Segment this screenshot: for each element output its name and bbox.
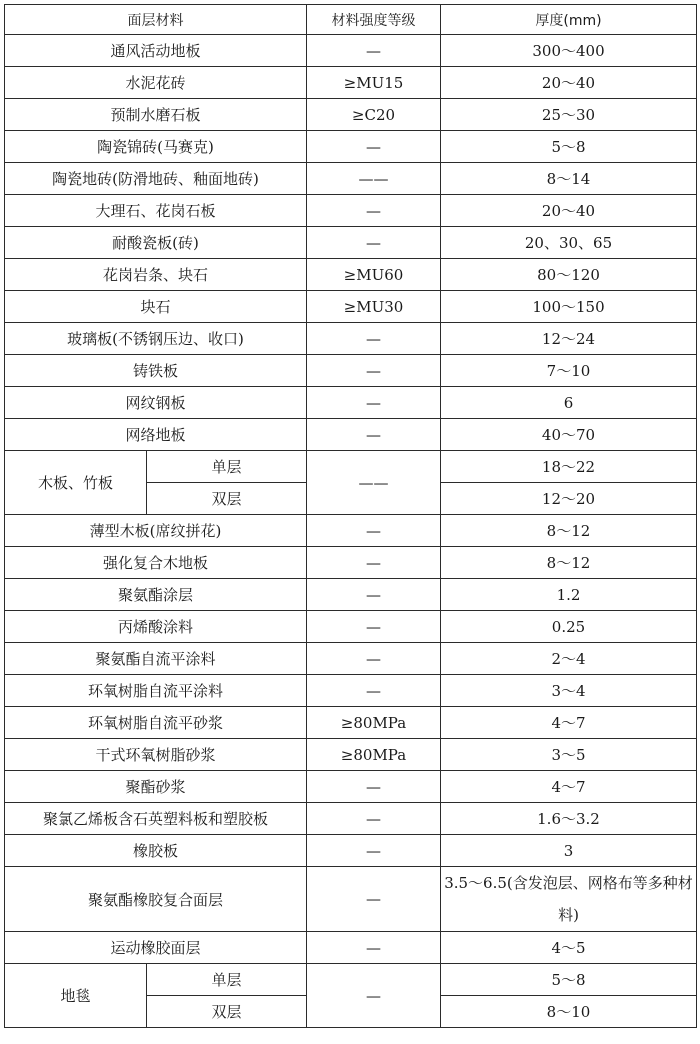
material-name-cell: 聚氨酯橡胶复合面层: [5, 867, 307, 932]
thickness-cell: 3～5: [441, 739, 697, 771]
material-name-cell: 水泥花砖: [5, 67, 307, 99]
strength-grade-cell: —: [307, 964, 441, 1028]
strength-grade-cell: —: [307, 867, 441, 932]
table-header-row: [5, 5, 697, 35]
strength-grade-cell: —: [307, 547, 441, 579]
material-name-cell: 陶瓷锦砖(马赛克): [5, 131, 307, 163]
strength-grade-cell: —: [307, 35, 441, 67]
material-name-cell: 丙烯酸涂料: [5, 611, 307, 643]
thickness-cell: 12～20: [441, 483, 697, 515]
floor-surface-material-table: [4, 4, 697, 1028]
thickness-cell: 4～7: [441, 771, 697, 803]
table-row: [5, 451, 697, 483]
thickness-cell: 300～400: [441, 35, 697, 67]
table-row: [5, 611, 697, 643]
thickness-cell: 8～10: [441, 996, 697, 1028]
strength-grade-cell: —: [307, 515, 441, 547]
strength-grade-cell: —: [307, 675, 441, 707]
table-row: [5, 771, 697, 803]
strength-grade-cell: —: [307, 611, 441, 643]
thickness-cell: 0.25: [441, 611, 697, 643]
strength-grade-cell: —: [307, 227, 441, 259]
table-row: [5, 163, 697, 195]
strength-grade-cell: ≥80MPa: [307, 707, 441, 739]
material-name-cell: 橡胶板: [5, 835, 307, 867]
strength-grade-cell: —: [307, 323, 441, 355]
thickness-cell: 1.6～3.2: [441, 803, 697, 835]
strength-grade-cell: ≥80MPa: [307, 739, 441, 771]
thickness-cell: 25～30: [441, 99, 697, 131]
material-name-cell: 强化复合木地板: [5, 547, 307, 579]
strength-grade-cell: —: [307, 387, 441, 419]
material-name-cell: 薄型木板(席纹拼花): [5, 515, 307, 547]
thickness-cell: 12～24: [441, 323, 697, 355]
strength-grade-cell: —: [307, 579, 441, 611]
material-name-cell: 干式环氧树脂砂浆: [5, 739, 307, 771]
thickness-cell: 18～22: [441, 451, 697, 483]
layer-cell: 双层: [147, 996, 307, 1028]
table-row: [5, 227, 697, 259]
strength-grade-cell: —: [307, 771, 441, 803]
material-name-cell: 玻璃板(不锈钢压边、收口): [5, 323, 307, 355]
header-strength-grade: 材料强度等级: [307, 5, 441, 35]
material-name-cell: 地毯: [5, 964, 147, 1028]
material-name-cell: 块石: [5, 291, 307, 323]
material-name-cell: 网络地板: [5, 419, 307, 451]
layer-cell: 单层: [147, 451, 307, 483]
layer-cell: 双层: [147, 483, 307, 515]
table-row: [5, 547, 697, 579]
strength-grade-cell: ≥C20: [307, 99, 441, 131]
thickness-cell: 3: [441, 835, 697, 867]
table-row: [5, 259, 697, 291]
strength-grade-cell: —: [307, 932, 441, 964]
table-row: [5, 964, 697, 996]
material-name-cell: 聚氨酯涂层: [5, 579, 307, 611]
material-name-cell: 聚氯乙烯板含石英塑料板和塑胶板: [5, 803, 307, 835]
table-row: [5, 707, 697, 739]
thickness-cell: 20～40: [441, 67, 697, 99]
strength-grade-cell: —: [307, 835, 441, 867]
material-name-cell: 环氧树脂自流平涂料: [5, 675, 307, 707]
thickness-cell: 3.5～6.5(含发泡层、网格布等多种材料): [441, 867, 697, 932]
strength-grade-cell: ——: [307, 163, 441, 195]
strength-grade-cell: —: [307, 643, 441, 675]
thickness-cell: 100～150: [441, 291, 697, 323]
strength-grade-cell: ≥MU15: [307, 67, 441, 99]
thickness-cell: 7～10: [441, 355, 697, 387]
table-row: [5, 291, 697, 323]
thickness-cell: 4～7: [441, 707, 697, 739]
table-row: [5, 803, 697, 835]
table-row: [5, 579, 697, 611]
material-name-cell: 大理石、花岗石板: [5, 195, 307, 227]
strength-grade-cell: ——: [307, 451, 441, 515]
strength-grade-cell: —: [307, 803, 441, 835]
table-row: [5, 323, 697, 355]
table-row: [5, 932, 697, 964]
table-row: [5, 131, 697, 163]
thickness-cell: 2～4: [441, 643, 697, 675]
table-row: [5, 739, 697, 771]
table-row: [5, 867, 697, 932]
layer-cell: 单层: [147, 964, 307, 996]
material-name-cell: 聚氨酯自流平涂料: [5, 643, 307, 675]
table-row: [5, 515, 697, 547]
header-thickness: 厚度(mm): [441, 5, 697, 35]
table-row: [5, 35, 697, 67]
thickness-cell: 40～70: [441, 419, 697, 451]
thickness-cell: 5～8: [441, 131, 697, 163]
thickness-cell: 3～4: [441, 675, 697, 707]
table-row: [5, 419, 697, 451]
material-name-cell: 铸铁板: [5, 355, 307, 387]
material-name-cell: 花岗岩条、块石: [5, 259, 307, 291]
thickness-cell: 8～12: [441, 547, 697, 579]
material-name-cell: 聚酯砂浆: [5, 771, 307, 803]
strength-grade-cell: ≥MU30: [307, 291, 441, 323]
strength-grade-cell: —: [307, 195, 441, 227]
table-row: [5, 643, 697, 675]
table-row: [5, 67, 697, 99]
table-row: [5, 835, 697, 867]
table-row: [5, 387, 697, 419]
thickness-cell: 8～12: [441, 515, 697, 547]
table-row: [5, 195, 697, 227]
table-row: [5, 355, 697, 387]
table-row: [5, 675, 697, 707]
material-name-cell: 运动橡胶面层: [5, 932, 307, 964]
thickness-cell: 1.2: [441, 579, 697, 611]
material-name-cell: 环氧树脂自流平砂浆: [5, 707, 307, 739]
strength-grade-cell: ≥MU60: [307, 259, 441, 291]
material-name-cell: 预制水磨石板: [5, 99, 307, 131]
thickness-cell: 5～8: [441, 964, 697, 996]
thickness-cell: 20～40: [441, 195, 697, 227]
thickness-cell: 8～14: [441, 163, 697, 195]
thickness-cell: 4～5: [441, 932, 697, 964]
material-name-cell: 木板、竹板: [5, 451, 147, 515]
header-material: 面层材料: [5, 5, 307, 35]
strength-grade-cell: —: [307, 355, 441, 387]
material-name-cell: 陶瓷地砖(防滑地砖、釉面地砖): [5, 163, 307, 195]
thickness-cell: 6: [441, 387, 697, 419]
strength-grade-cell: —: [307, 419, 441, 451]
table-row: [5, 99, 697, 131]
material-name-cell: 耐酸瓷板(砖): [5, 227, 307, 259]
thickness-cell: 20、30、65: [441, 227, 697, 259]
strength-grade-cell: —: [307, 131, 441, 163]
thickness-cell: 80～120: [441, 259, 697, 291]
material-name-cell: 通风活动地板: [5, 35, 307, 67]
material-name-cell: 网纹钢板: [5, 387, 307, 419]
